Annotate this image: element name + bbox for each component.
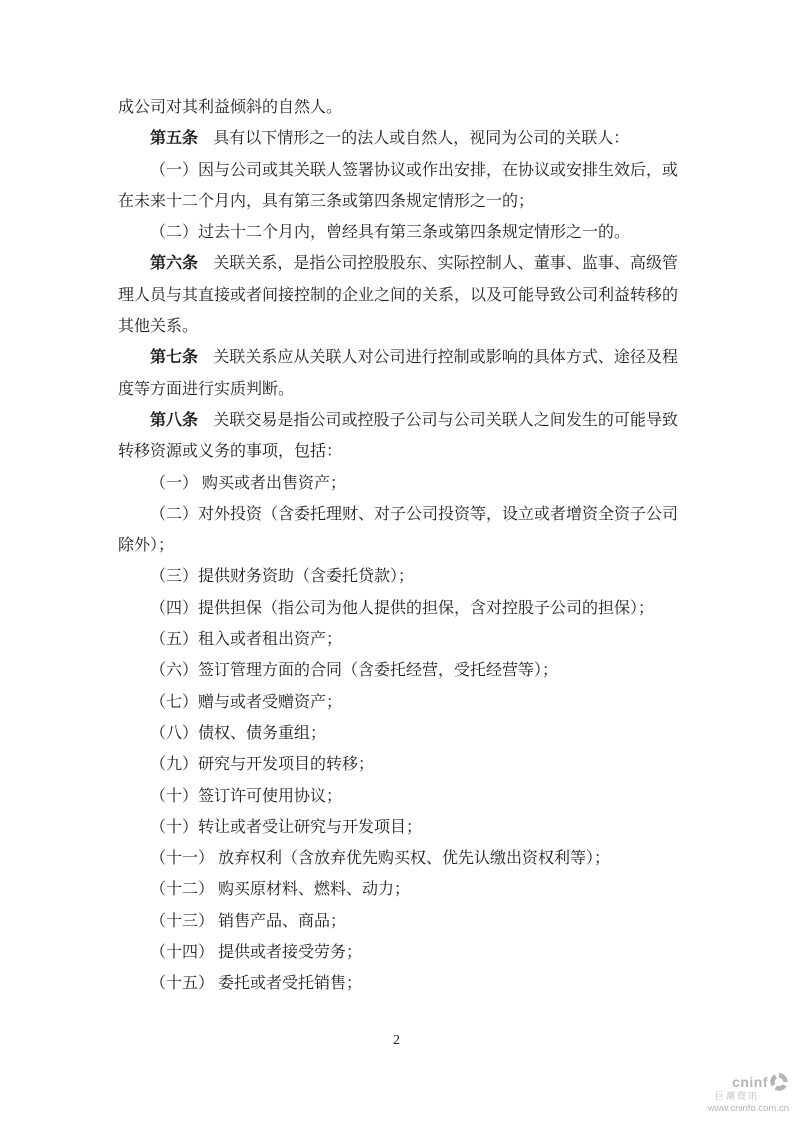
para-text: （六）签订管理方面的合同（含委托经营，受托经营等）；	[150, 662, 559, 680]
para-item	[118, 655, 678, 686]
para-text: 关联关系，是指公司控股股东、实际控制人、董事、监事、高级管理人员与其直接或者间接控制的企业之间的关系，以及可能导致公司利益转移的其他关系。	[118, 255, 679, 336]
para-item	[118, 718, 678, 749]
para-text: （十一） 放弃权利（含放弃优先购买权、优先认缴出资权利等）；	[150, 850, 611, 868]
para-item	[118, 155, 678, 218]
para-item	[118, 781, 678, 812]
para-item	[118, 906, 678, 937]
para-item	[118, 749, 678, 780]
para-text: （三）提供财务资助（含委托贷款）；	[150, 568, 415, 586]
para-item	[118, 843, 678, 874]
para-text: （七）赠与或者受赠资产；	[150, 693, 343, 711]
para-text: （九）研究与开发项目的转移；	[150, 756, 375, 774]
para-text: （十）签订许可使用协议；	[150, 787, 343, 805]
para-item	[118, 593, 678, 624]
para-item	[118, 687, 678, 718]
para-item	[118, 874, 678, 905]
cninfo-logo	[701, 1072, 789, 1114]
para-item	[118, 968, 678, 999]
para-article-7	[118, 342, 678, 405]
para-article-6	[118, 248, 678, 342]
para-text: 关联交易是指公司或控股子公司与公司关联人之间发生的可能导致转移资源或义务的事项，包括：	[118, 411, 678, 461]
article-number: 第六条	[150, 255, 199, 273]
cninfo-brand-row	[701, 1072, 789, 1092]
para-text: （二）对外投资（含委托理财、对子公司投资等，设立或者增资全资子公司除外）；	[118, 505, 679, 555]
para-text: （八）债权、债务重组；	[150, 724, 327, 742]
para-item	[118, 561, 678, 592]
para-text: （二）过去十二个月内，曾经具有第三条或第四条规定情形之一的。	[150, 224, 631, 242]
para-item	[118, 468, 678, 499]
para-item	[118, 217, 678, 248]
para-item	[118, 499, 678, 562]
para-text: （十三） 销售产品、商品；	[150, 912, 347, 930]
page-number: 2	[393, 1033, 400, 1048]
cninfo-chinese-name: 巨潮资讯	[714, 1091, 759, 1101]
para-text: （十二） 购买原材料、燃料、动力；	[150, 881, 411, 899]
article-number: 第八条	[150, 411, 199, 429]
para-text: （一）因与公司或其关联人签署协议或作出安排，在协议或安排生效后，或在未来十二个月内，具有第三条或第四条规定情形之一的；	[118, 161, 679, 210]
para-text: 具有以下情形之一的法人或自然人，视同为公司的关联人：	[213, 130, 630, 148]
para-continuation	[118, 92, 678, 123]
para-text: （五）租入或者租出资产；	[150, 631, 343, 649]
para-article-8	[118, 405, 678, 468]
para-item	[118, 624, 678, 655]
cninfo-swirl-icon	[769, 1072, 789, 1092]
document-content	[118, 92, 678, 1000]
para-article-5	[118, 123, 678, 154]
para-text: （十）转让或者受让研究与开发项目；	[150, 818, 423, 836]
para-text: （十五） 委托或者受托销售；	[150, 975, 363, 993]
para-text: （四）提供担保（指公司为他人提供的担保，含对控股子公司的担保）；	[150, 599, 655, 617]
article-number: 第七条	[150, 349, 199, 367]
para-text: （一） 购买或者出售资产；	[150, 474, 347, 492]
cninfo-url: www.cninfo.com.cn	[707, 1103, 789, 1114]
para-text: 关联关系应从关联人对公司进行控制或影响的具体方式、途径及程度等方面进行实质判断。	[118, 349, 678, 398]
article-number: 第五条	[150, 130, 199, 148]
para-text: 成公司对其利益倾斜的自然人。	[118, 99, 343, 116]
cninfo-brand-text: cninf	[732, 1074, 768, 1090]
para-text: （十四） 提供或者接受劳务；	[150, 944, 363, 962]
para-item	[118, 937, 678, 968]
para-item	[118, 812, 678, 843]
